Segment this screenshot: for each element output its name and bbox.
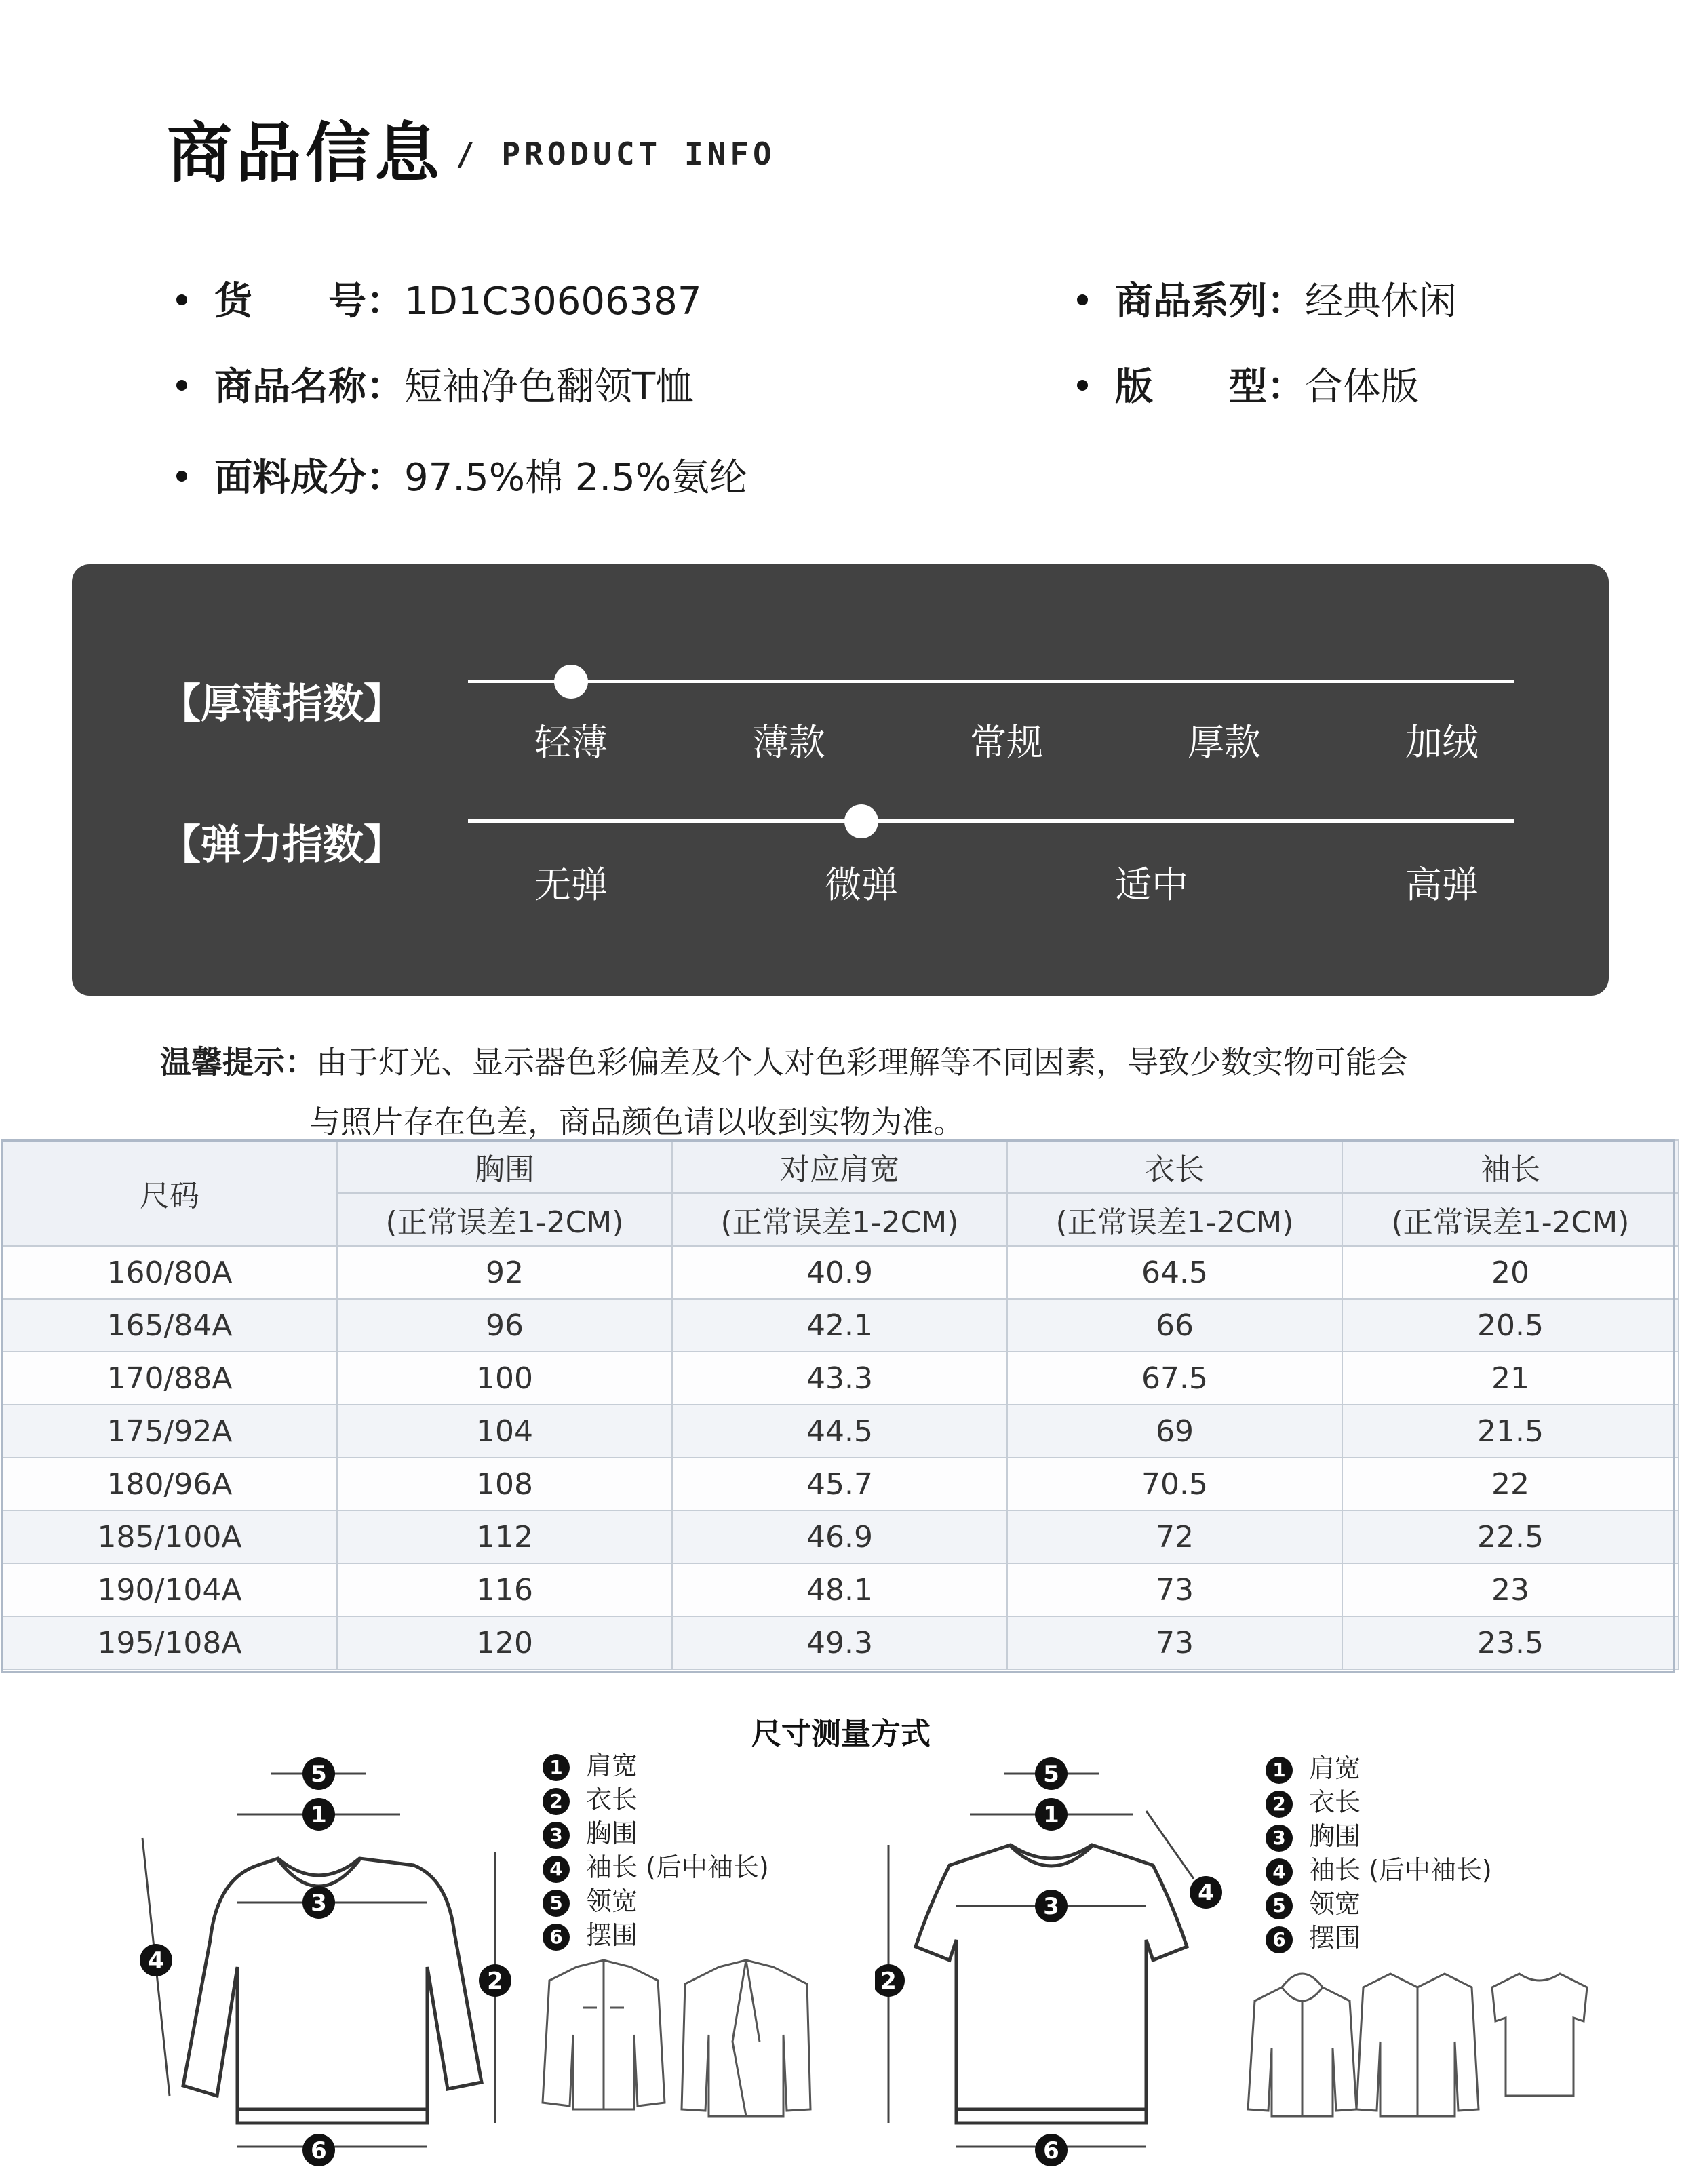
- measure-cell: 43.3: [672, 1352, 1007, 1405]
- marker-6-label: 6: [1043, 2137, 1059, 2164]
- jacket-icon: [543, 1960, 665, 2109]
- tolerance-note: (正常误差1-2CM): [337, 1193, 672, 1246]
- table-row: [2, 1563, 1679, 1616]
- thick-option: 薄款: [752, 721, 825, 764]
- thickness-indicator: [554, 665, 588, 699]
- legend-item: [1266, 1849, 1492, 1886]
- fit-row: [1077, 357, 1419, 411]
- legend-number-icon: 2: [1266, 1791, 1293, 1818]
- page-title: 商品信息: [167, 115, 444, 191]
- elasticity-indicator: [844, 804, 878, 838]
- legend-item: [543, 1744, 638, 1782]
- legend-number-icon: 2: [543, 1788, 570, 1815]
- tshirt-diagram: [875, 1743, 1234, 2177]
- table-row: [2, 1616, 1679, 1669]
- series-value: 经典休闲: [1305, 279, 1457, 324]
- thickness-title: 【厚薄指数】: [160, 680, 404, 728]
- legend-label: 领宽: [1309, 1889, 1361, 1919]
- legend-label: 胸围: [586, 1818, 638, 1848]
- measure-cell: 120: [337, 1616, 672, 1669]
- measure-cell: 73: [1007, 1563, 1342, 1616]
- size-cell: 190/104A: [2, 1563, 337, 1616]
- measure-cell: 100: [337, 1352, 672, 1405]
- size-cell: 160/80A: [2, 1246, 337, 1299]
- measure-cell: 66: [1007, 1299, 1342, 1352]
- legend-label: 摆围: [586, 1920, 638, 1950]
- legend-label: 衣长: [586, 1785, 638, 1814]
- table-row: [2, 1405, 1679, 1458]
- measure-cell: 116: [337, 1563, 672, 1616]
- measure-cell: 49.3: [672, 1616, 1007, 1669]
- fit-label: 版 型：: [1115, 365, 1305, 409]
- measure-title: 尺寸测量方式: [751, 1717, 931, 1751]
- legend-number-icon: 1: [1266, 1757, 1293, 1784]
- legend-number-icon: 6: [543, 1924, 570, 1951]
- blazer-icon: [682, 1960, 810, 2116]
- elas-option: 无弹: [534, 863, 608, 906]
- bullet-icon: [176, 380, 187, 391]
- legend-label: 胸围: [1309, 1821, 1361, 1851]
- size-cell: 170/88A: [2, 1352, 337, 1405]
- measure-cell: 72: [1007, 1510, 1342, 1563]
- measure-cell: 48.1: [672, 1563, 1007, 1616]
- legend-number-icon: 5: [1266, 1892, 1293, 1919]
- measure-cell: 64.5: [1007, 1246, 1342, 1299]
- size-cell: 180/96A: [2, 1458, 337, 1510]
- size-header: 尺码: [2, 1140, 337, 1246]
- bullet-icon: [176, 471, 187, 482]
- item-number-row: [176, 271, 702, 326]
- legend-label: 肩宽: [586, 1751, 638, 1780]
- series-label: 商品系列：: [1115, 279, 1305, 324]
- measure-cell: 22: [1342, 1458, 1679, 1510]
- legend-item: [543, 1812, 638, 1850]
- thickness-scale-line: [468, 680, 1514, 683]
- size-cell: 195/108A: [2, 1616, 337, 1669]
- measure-cell: 96: [337, 1299, 672, 1352]
- legend-item: [1266, 1781, 1361, 1818]
- legend-number-icon: 3: [543, 1822, 570, 1849]
- marker-4-label: 4: [148, 1947, 164, 1974]
- size-cell: 175/92A: [2, 1405, 337, 1458]
- measure-cell: 46.9: [672, 1510, 1007, 1563]
- legend-item: [543, 1914, 638, 1951]
- tolerance-note: (正常误差1-2CM): [1007, 1193, 1342, 1246]
- marker-3-label: 3: [1043, 1893, 1059, 1920]
- table-row: [2, 1458, 1679, 1510]
- measure-cell: 20: [1342, 1246, 1679, 1299]
- thick-option: 常规: [970, 721, 1043, 764]
- measure-cell: 112: [337, 1510, 672, 1563]
- length-header: 衣长: [1007, 1140, 1342, 1193]
- measure-cell: 42.1: [672, 1299, 1007, 1352]
- sweatshirt-collar: [278, 1860, 359, 1886]
- page-subtitle: / PRODUCT INFO: [456, 136, 776, 172]
- bullet-icon: [1077, 380, 1088, 391]
- legend-item: [1266, 1747, 1361, 1785]
- measure-cell: 21.5: [1342, 1405, 1679, 1458]
- marker-6-label: 6: [311, 2137, 327, 2164]
- measure-cell: 70.5: [1007, 1458, 1342, 1510]
- measure-cell: 104: [337, 1405, 672, 1458]
- product-name-row: [176, 357, 693, 411]
- measure-cell: 44.5: [672, 1405, 1007, 1458]
- size-cell: 165/84A: [2, 1299, 337, 1352]
- tolerance-note: (正常误差1-2CM): [672, 1193, 1007, 1246]
- sweatshirt-diagram: [129, 1743, 536, 2177]
- measure-cell: 67.5: [1007, 1352, 1342, 1405]
- hoodie-icon: [1248, 1974, 1356, 2116]
- measure-cell: 108: [337, 1458, 672, 1510]
- legend-item: [1266, 1883, 1361, 1920]
- marker-1-label: 1: [311, 1801, 327, 1829]
- measure-cell: 23: [1342, 1563, 1679, 1616]
- shoulder-header: 对应肩宽: [672, 1140, 1007, 1193]
- size-cell: 185/100A: [2, 1510, 337, 1563]
- bullet-icon: [1077, 294, 1088, 305]
- tolerance-note: (正常误差1-2CM): [1342, 1193, 1679, 1246]
- thick-option: 轻薄: [534, 721, 608, 764]
- tip-line-1: [160, 1038, 1408, 1083]
- measure-cell: 21: [1342, 1352, 1679, 1405]
- tip-line-2: 与照片存在色差，商品颜色请以收到实物为准。: [309, 1104, 964, 1140]
- measure-cell: 23.5: [1342, 1616, 1679, 1669]
- product-name-value: 短袖净色翻领T恤: [404, 365, 694, 409]
- marker-3-label: 3: [311, 1890, 327, 1917]
- legend-item: [1266, 1917, 1361, 1954]
- fabric-label: 面料成分：: [214, 456, 404, 500]
- bullet-icon: [176, 294, 187, 305]
- marker-4-label: 4: [1198, 1879, 1214, 1907]
- marker-1-label: 1: [1043, 1801, 1059, 1829]
- legend-item: [543, 1880, 638, 1917]
- measure-cell: 20.5: [1342, 1299, 1679, 1352]
- table-row: [2, 1246, 1679, 1299]
- legend-item: [543, 1778, 638, 1816]
- thick-option: 厚款: [1188, 721, 1261, 764]
- legend-number-icon: 4: [1266, 1858, 1293, 1886]
- legend-number-icon: 1: [543, 1754, 570, 1781]
- size-table: [1, 1139, 1679, 1670]
- measure-cell: 22.5: [1342, 1510, 1679, 1563]
- legend-number-icon: 5: [543, 1890, 570, 1917]
- elas-option: 高弹: [1405, 863, 1479, 906]
- marker-2-label: 2: [487, 1968, 503, 1995]
- product-name-label: 商品名称：: [214, 365, 404, 409]
- legend-label: 衣长: [1309, 1787, 1361, 1817]
- measure-cell: 73: [1007, 1616, 1342, 1669]
- elas-option: 微弹: [825, 863, 898, 906]
- legend-number-icon: 3: [1266, 1825, 1293, 1852]
- legend-label: 袖长 (后中袖长): [1309, 1855, 1492, 1885]
- hoodie-cardigan-tee-icons: [1241, 1960, 1594, 2123]
- tshirt-collar: [1011, 1846, 1092, 1866]
- marker-5-label: 5: [1043, 1761, 1059, 1788]
- chest-header: 胸围: [337, 1140, 672, 1193]
- legend-label: 肩宽: [1309, 1753, 1361, 1783]
- table-row: [2, 1352, 1679, 1405]
- legend-item: [1266, 1815, 1361, 1852]
- marker-5-label: 5: [311, 1761, 327, 1788]
- tip-label: 温馨提示：: [160, 1044, 316, 1080]
- legend-label: 摆围: [1309, 1923, 1361, 1953]
- elas-option: 适中: [1115, 863, 1188, 906]
- measure-cell: 40.9: [672, 1246, 1007, 1299]
- marker-2-label: 2: [880, 1968, 897, 1995]
- table-row: [2, 1510, 1679, 1563]
- sleeve-header: 袖长: [1342, 1140, 1679, 1193]
- cardigan-icon: [1356, 1974, 1479, 2116]
- legend-number-icon: 4: [543, 1856, 570, 1883]
- tshirt-outline: [916, 1845, 1187, 2123]
- item-number-value: 1D1C30606387: [404, 279, 702, 324]
- measure-cell: 69: [1007, 1405, 1342, 1458]
- legend-number-icon: 6: [1266, 1926, 1293, 1953]
- table-row: [2, 1299, 1679, 1352]
- legend-item: [543, 1846, 769, 1884]
- legend-label: 领宽: [586, 1886, 638, 1916]
- fit-value: 合体版: [1305, 365, 1419, 409]
- jacket-blazer-icons: [536, 1953, 821, 2123]
- elasticity-title: 【弹力指数】: [160, 821, 404, 869]
- item-number-label: 货 号：: [214, 279, 404, 324]
- thick-option: 加绒: [1405, 721, 1479, 764]
- tip-text-1: 由于灯光、显示器色彩偏差及个人对色彩理解等不同因素，导致少数实物可能会: [316, 1044, 1408, 1080]
- tee-icon: [1492, 1974, 1587, 2096]
- fabric-row: [176, 448, 747, 502]
- elasticity-scale-line: [468, 819, 1514, 823]
- index-panel: [72, 564, 1609, 996]
- series-row: [1077, 271, 1457, 326]
- fabric-value: 97.5%棉 2.5%氨纶: [404, 456, 747, 500]
- legend-label: 袖长 (后中袖长): [586, 1852, 769, 1882]
- measure-cell: 92: [337, 1246, 672, 1299]
- measure-cell: 45.7: [672, 1458, 1007, 1510]
